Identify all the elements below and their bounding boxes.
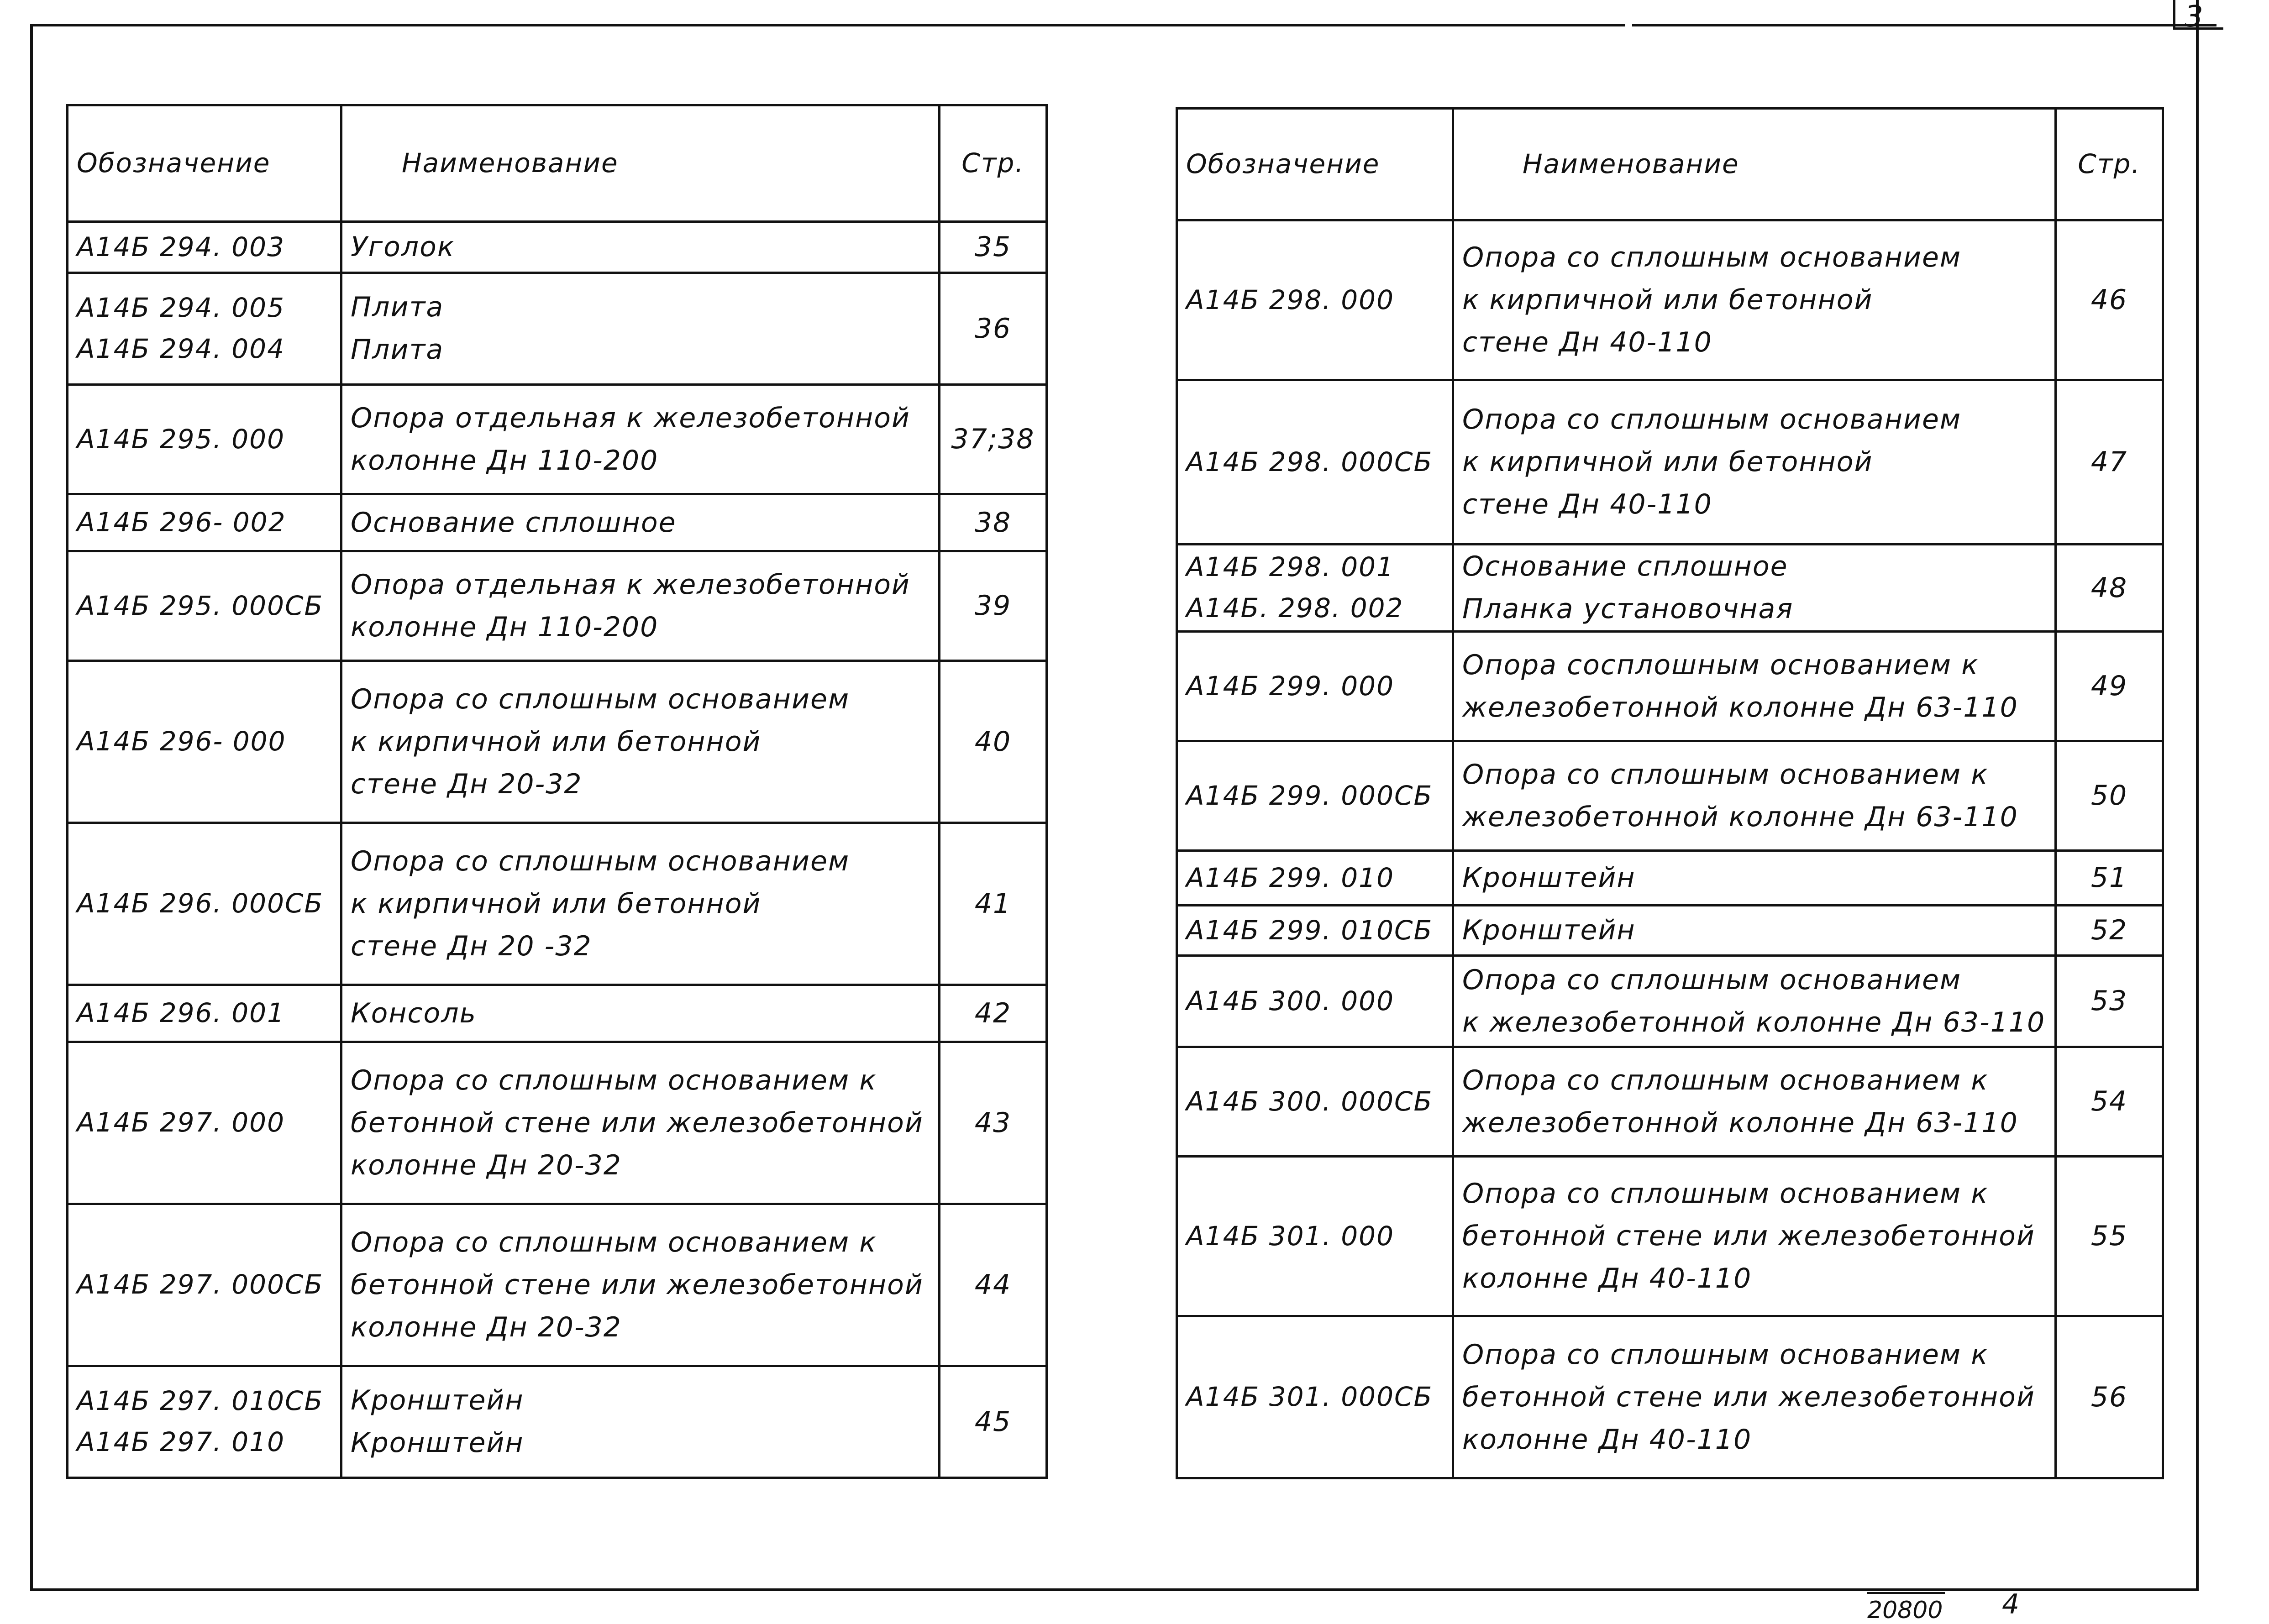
designation-code: А14Б 299. 010СБ [1186,914,1433,946]
name-line: Кронштейн [351,1384,524,1416]
name-line: Плита [351,334,444,366]
name-line: Опора отдельная к железобетонной [351,568,910,601]
designation-code: А14Б 294. 005 [77,292,285,324]
table-row [68,823,1047,985]
sheet-number-divider [2173,0,2175,27]
name-line: колонне Дн 110-200 [351,444,659,477]
page-number-cell: 46 [2056,220,2163,380]
designation-code: А14Б 296. 000СБ [77,888,324,919]
table-row [1177,1157,2163,1316]
name-line: Кронштейн [351,1427,524,1459]
designation-code: А14Б 295. 000СБ [77,590,324,621]
name-line: Опора со сплошным основанием к [1462,1338,1989,1371]
frame-top-border-right [1632,24,2216,26]
name-line: Опора со сплошным основанием к [1462,1178,1989,1210]
page-number-cell: 55 [2056,1157,2163,1316]
designation-code: А14Б 298. 000СБ [1186,446,1433,477]
sheet-number: 3 [2185,0,2203,34]
name-line: Основание сплошное [1462,550,1788,582]
designation-code: А14Б. 298. 002 [1186,592,1404,623]
designation-code: А14Б 297. 000СБ [77,1269,324,1300]
designation-code: А14Б 299. 010 [1186,862,1394,893]
name-line: Планка установочная [1462,593,1794,625]
name-line: Консоль [351,997,477,1029]
table-row [68,661,1047,823]
name-cell [1453,741,2056,851]
name-line: Опора со сплошным основанием [1462,403,1962,435]
page-number-cell: 36 [940,273,1047,385]
right-table-body [1177,220,2163,1478]
designation-cell [1177,632,1453,741]
name-line: железобетонной колонне Дн 63-110 [1462,801,2018,833]
name-cell [341,823,940,985]
name-header: Наименование [341,105,940,222]
page-number-cell: 52 [2056,906,2163,956]
designation-cell [68,1366,341,1478]
footer-code: 20800 [1867,1597,1943,1624]
page-header: Стр. [2056,109,2163,220]
name-line: колонне Дн 40-110 [1462,1263,1752,1294]
table-row [68,222,1047,273]
name-line: стене Дн 40-110 [1462,488,1712,520]
designation-code: А14Б 296- 002 [77,507,286,538]
footer-code-rule [1867,1592,1945,1594]
designation-code: А14Б 297. 000 [77,1107,285,1138]
name-cell [1453,906,2056,956]
name-line: Опора со сплошным основанием [1462,241,1962,273]
name-cell [341,1042,940,1204]
name-cell [1453,545,2056,632]
designation-cell [68,494,341,551]
footer-page-number: 4 [2002,1588,2020,1620]
frame-top-border [32,24,1625,26]
name-cell [341,551,940,661]
designation-cell [1177,220,1453,380]
designation-code: А14Б 295. 000 [77,423,285,455]
designation-code: А14Б 299. 000СБ [1186,780,1433,811]
name-line: Опора со сплошным основанием [351,845,850,877]
name-cell [1453,1316,2056,1478]
designation-cell [68,661,341,823]
designation-code: А14Б 297. 010СБ [77,1385,324,1417]
designation-cell [1177,1047,1453,1157]
name-cell [341,494,940,551]
right-header-row [1177,109,2163,220]
name-cell [341,985,940,1042]
name-line: стене Дн 20 -32 [351,930,592,962]
name-line: Опора со сплошным основанием [1462,964,1962,996]
name-line: колонне Дн 110-200 [351,611,659,643]
table-row [1177,741,2163,851]
table-row [1177,1316,2163,1478]
page-number-cell: 35 [940,222,1047,273]
table-row [68,494,1047,551]
page-number-cell: 51 [2056,851,2163,906]
designation-cell [68,1204,341,1366]
designation-cell [1177,380,1453,545]
designation-cell [68,222,341,273]
right-index-table [1176,107,2164,1479]
table-row [68,551,1047,661]
page-header: Стр. [940,105,1047,222]
designation-cell [1177,545,1453,632]
designation-code: А14Б 301. 000СБ [1186,1381,1433,1413]
name-line: Опора отдельная к железобетонной [351,402,910,434]
page-number-cell: 44 [940,1204,1047,1366]
designation-cell [1177,741,1453,851]
name-line: Опора сосплошным основанием к [1462,649,1979,681]
name-line: к железобетонной колонне Дн 63-110 [1462,1006,2046,1038]
page-number-cell: 56 [2056,1316,2163,1478]
name-line: железобетонной колонне Дн 63-110 [1462,1106,2018,1139]
name-line: Плита [351,291,444,323]
name-line: Опора со сплошным основанием к [1462,1064,1989,1096]
page-number-cell: 53 [2056,956,2163,1047]
designation-cell [1177,1316,1453,1478]
name-line: колонне Дн 40-110 [1462,1423,1752,1456]
designation-cell [1177,851,1453,906]
name-line: к кирпичной или бетонной [351,725,762,758]
designation-cell [68,823,341,985]
name-line: бетонной стене или железобетонной [351,1106,924,1139]
name-line: колонне Дн 20-32 [351,1311,622,1343]
name-line: Опора со сплошным основанием к [351,1064,877,1096]
name-cell [341,385,940,494]
designation-code: А14Б 296. 001 [77,997,285,1029]
name-line: стене Дн 20-32 [351,768,583,800]
page-number-cell: 41 [940,823,1047,985]
page-number-cell: 49 [2056,632,2163,741]
table-row [1177,632,2163,741]
name-header: Наименование [1453,109,2056,220]
name-line: к кирпичной или бетонной [1462,446,1873,478]
designation-code: А14Б 301. 000 [1186,1220,1394,1252]
designation-cell [68,551,341,661]
table-row [68,273,1047,385]
name-line: Опора со сплошным основанием [351,683,850,715]
designation-code: А14Б 298. 001 [1186,551,1394,583]
name-cell [341,222,940,273]
designation-code: А14Б 298. 000 [1186,284,1394,315]
frame-right-border [2196,0,2199,1591]
table-row [68,385,1047,494]
name-line: бетонной стене или железобетонной [1462,1381,2035,1413]
name-cell [1453,380,2056,545]
name-line: Уголок [351,231,455,263]
designation-code: А14Б 300. 000СБ [1186,1085,1433,1117]
designation-code: А14Б 294. 003 [77,231,285,262]
table-row [1177,851,2163,906]
designation-header: Обозначение [1177,109,1453,220]
page-number-cell: 43 [940,1042,1047,1204]
designation-cell [68,273,341,385]
name-line: Опора со сплошным основанием к [351,1226,877,1258]
frame-left-border [30,24,33,1590]
name-line: Основание сплошное [351,506,677,539]
table-row [1177,545,2163,632]
designation-cell [1177,1157,1453,1316]
table-row [68,1042,1047,1204]
designation-header: Обозначение [68,105,341,222]
left-table-body [68,222,1047,1478]
page-number-cell: 42 [940,985,1047,1042]
name-line: Кронштейн [1462,914,1636,946]
table-row [68,985,1047,1042]
name-line: бетонной стене или железобетонной [351,1268,924,1301]
page-number-cell: 37;38 [940,385,1047,494]
name-line: Опора со сплошным основанием к [1462,758,1989,791]
name-line: бетонной стене или железобетонной [1462,1220,2035,1252]
name-line: к кирпичной или бетонной [351,887,762,920]
name-cell [1453,851,2056,906]
name-cell [1453,1047,2056,1157]
designation-code: А14Б 297. 010 [77,1426,285,1457]
page-number-cell: 38 [940,494,1047,551]
table-row [68,1366,1047,1478]
name-line: Кронштейн [1462,862,1636,894]
name-line: колонне Дн 20-32 [351,1149,622,1181]
page-number-cell: 47 [2056,380,2163,545]
left-header-row [68,105,1047,222]
page-number-cell: 40 [940,661,1047,823]
name-line: к кирпичной или бетонной [1462,284,1873,316]
table-row [1177,380,2163,545]
name-cell [341,1366,940,1478]
name-cell [1453,220,2056,380]
designation-code: А14Б 300. 000 [1186,985,1394,1016]
name-cell [341,1204,940,1366]
page-number-cell: 54 [2056,1047,2163,1157]
page-number-cell: 48 [2056,545,2163,632]
name-line: железобетонной колонне Дн 63-110 [1462,691,2018,723]
name-cell [1453,632,2056,741]
designation-cell [68,1042,341,1204]
page-number-cell: 39 [940,551,1047,661]
name-cell [341,273,940,385]
table-row [1177,906,2163,956]
page-number-cell: 45 [940,1366,1047,1478]
left-index-table [66,104,1048,1479]
designation-cell [68,985,341,1042]
frame-bottom-border [30,1588,2199,1591]
designation-code: А14Б 296- 000 [77,726,286,757]
table-row [68,1204,1047,1366]
designation-cell [68,385,341,494]
page-number-cell: 50 [2056,741,2163,851]
designation-code: А14Б 299. 000 [1186,670,1394,702]
designation-cell [1177,956,1453,1047]
name-cell [1453,956,2056,1047]
name-cell [341,661,940,823]
name-line: стене Дн 40-110 [1462,326,1712,358]
name-cell [1453,1157,2056,1316]
table-row [1177,956,2163,1047]
designation-cell [1177,906,1453,956]
designation-code: А14Б 294. 004 [77,333,285,364]
table-row [1177,220,2163,380]
table-row [1177,1047,2163,1157]
